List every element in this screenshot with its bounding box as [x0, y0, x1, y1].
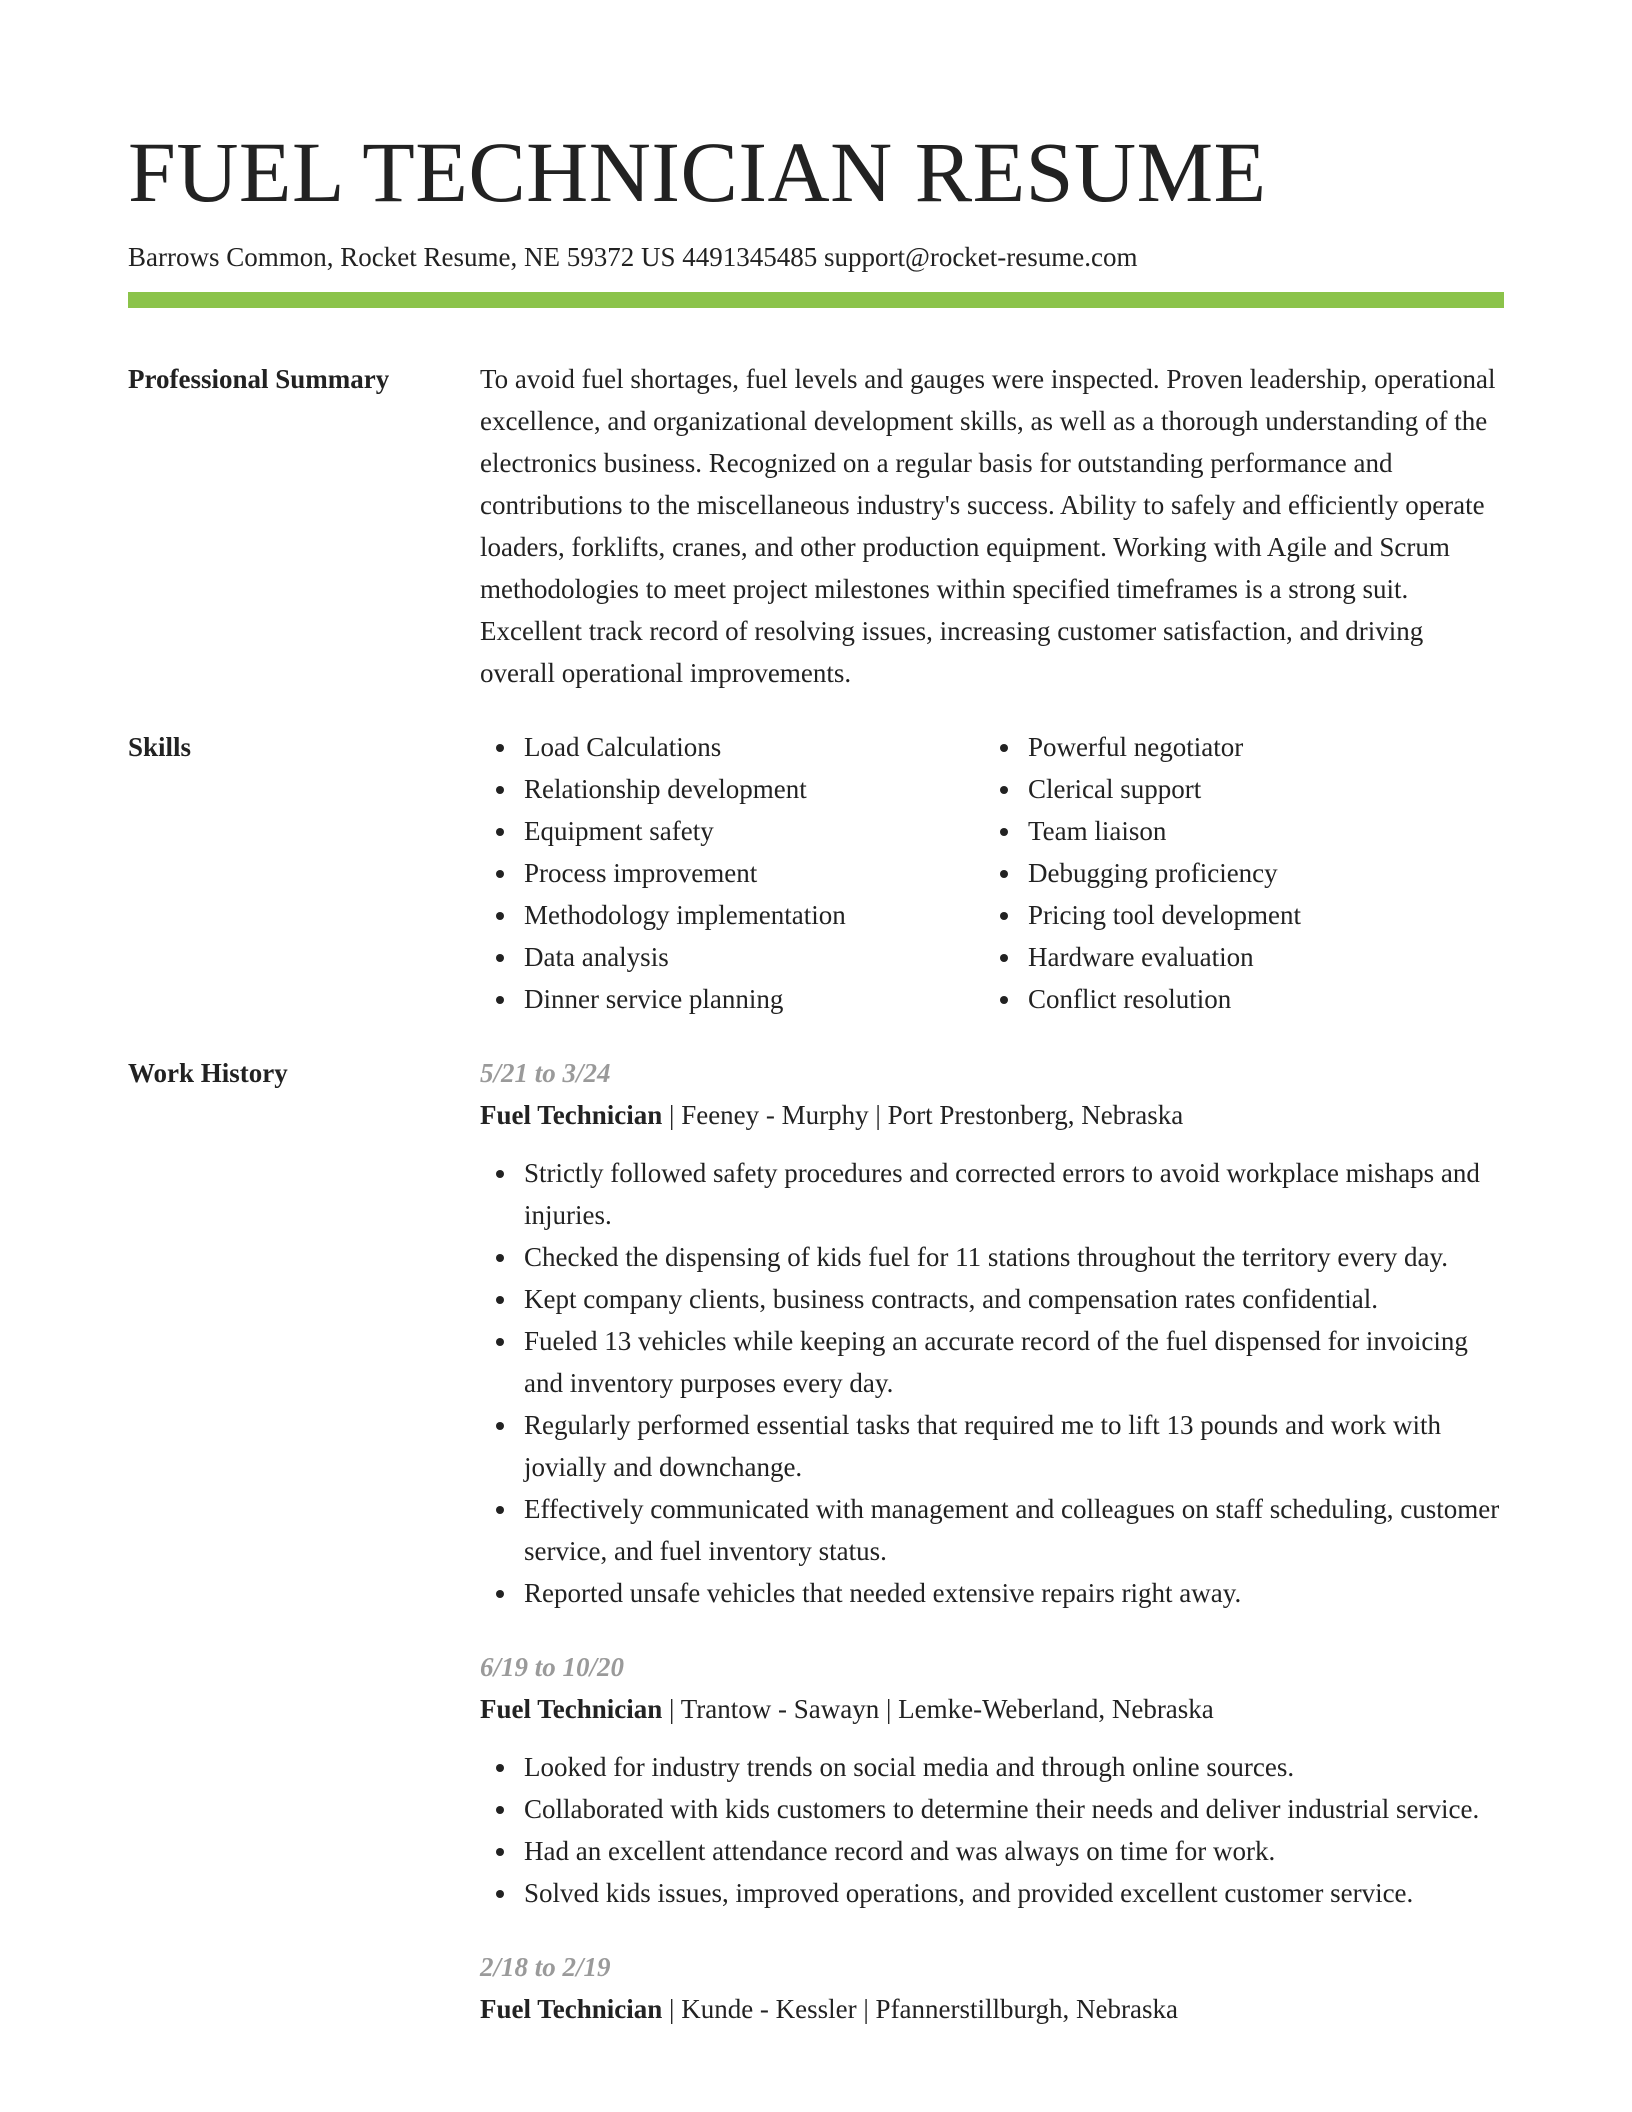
skill-item: Dinner service planning — [480, 978, 984, 1020]
skill-item: Data analysis — [480, 936, 984, 978]
skill-item: Methodology implementation — [480, 894, 984, 936]
job-bullet: Effectively communicated with management and colleagues on staff scheduling, customer service, and fuel inventory status. — [480, 1488, 1504, 1572]
section-label-skills: Skills — [128, 732, 192, 762]
job-dates: 6/19 to 10/20 — [480, 1652, 625, 1682]
skill-item: Relationship development — [480, 768, 984, 810]
job-details: | Kunde - Kessler | Pfannerstillburgh, Nebraska — [662, 1994, 1178, 2024]
skill-item: Process improvement — [480, 852, 984, 894]
job-details: | Trantow - Sawayn | Lemke-Weberland, Nebraska — [662, 1694, 1214, 1724]
job-bullet: Had an excellent attendance record and was always on time for work. — [480, 1830, 1504, 1872]
skills-columns — [480, 726, 1504, 1020]
skill-item: Equipment safety — [480, 810, 984, 852]
skill-item: Debugging proficiency — [984, 852, 1488, 894]
job-entry — [480, 1646, 1504, 1914]
job-title: Fuel Technician — [480, 1994, 663, 2024]
job-bullet: Reported unsafe vehicles that needed extensive repairs right away. — [480, 1572, 1504, 1614]
job-dates: 2/18 to 2/19 — [480, 1952, 611, 1982]
job-title: Fuel Technician — [480, 1694, 663, 1724]
summary-text: To avoid fuel shortages, fuel levels and gauges were inspected. Proven leadership, operational excellence, and organizational development skills, as well as a thorough understanding of the electronics business. Recognized on a regular basis for outstanding performance and contributions to the miscellaneous industry's success. Ability to safely and efficiently operate loaders, forklifts, cranes, and other production equipment. Working with Agile and Scrum methodologies to meet project milestones within specified timeframes is a strong suit. Excellent track record of resolving issues, increasing customer satisfaction, and driving overall operational improvements. — [480, 364, 1496, 688]
skill-item: Load Calculations — [480, 726, 984, 768]
job-heading — [480, 1094, 1504, 1136]
skill-item: Team liaison — [984, 810, 1488, 852]
job-bullets — [480, 1152, 1504, 1614]
job-bullets — [480, 1746, 1504, 1914]
job-bullet: Solved kids issues, improved operations, and provided excellent customer service. — [480, 1872, 1504, 1914]
job-bullet: Kept company clients, business contracts, and compensation rates confidential. — [480, 1278, 1504, 1320]
job-dates: 5/21 to 3/24 — [480, 1058, 611, 1088]
job-entry — [480, 1052, 1504, 1614]
section-label-summary: Professional Summary — [128, 364, 390, 394]
skill-item: Clerical support — [984, 768, 1488, 810]
summary-section — [128, 358, 1504, 694]
work-history-section — [128, 1052, 1504, 2062]
job-bullet: Checked the dispensing of kids fuel for 11 stations throughout the territory every day. — [480, 1236, 1504, 1278]
skill-item: Hardware evaluation — [984, 936, 1488, 978]
skills-list-left — [480, 726, 984, 1020]
job-bullet: Collaborated with kids customers to determine their needs and deliver industrial service. — [480, 1788, 1504, 1830]
job-bullet: Fueled 13 vehicles while keeping an accurate record of the fuel dispensed for invoicing and inventory purposes every day. — [480, 1320, 1504, 1404]
job-entry — [480, 1946, 1504, 2030]
job-bullet: Regularly performed essential tasks that required me to lift 13 pounds and work with jovially and downchange. — [480, 1404, 1504, 1488]
work-history-body — [480, 1052, 1504, 2062]
resume-title: FUEL TECHNICIAN RESUME — [128, 124, 1267, 220]
job-heading — [480, 1688, 1504, 1730]
header-divider — [128, 292, 1504, 308]
job-details: | Feeney - Murphy | Port Prestonberg, Nebraska — [662, 1100, 1184, 1130]
section-label-work-history: Work History — [128, 1058, 288, 1088]
skill-item: Powerful negotiator — [984, 726, 1488, 768]
resume-page — [128, 124, 1504, 2062]
job-bullet: Strictly followed safety procedures and corrected errors to avoid workplace mishaps and injuries. — [480, 1152, 1504, 1236]
skill-item: Pricing tool development — [984, 894, 1488, 936]
job-title: Fuel Technician — [480, 1100, 663, 1130]
skills-list-right — [984, 726, 1488, 1020]
skills-section — [128, 726, 1504, 1020]
job-bullet: Looked for industry trends on social media and through online sources. — [480, 1746, 1504, 1788]
contact-line: Barrows Common, Rocket Resume, NE 59372 US 4491345485 support@rocket-resume.com — [128, 242, 1138, 272]
skill-item: Conflict resolution — [984, 978, 1488, 1020]
job-heading — [480, 1988, 1504, 2030]
